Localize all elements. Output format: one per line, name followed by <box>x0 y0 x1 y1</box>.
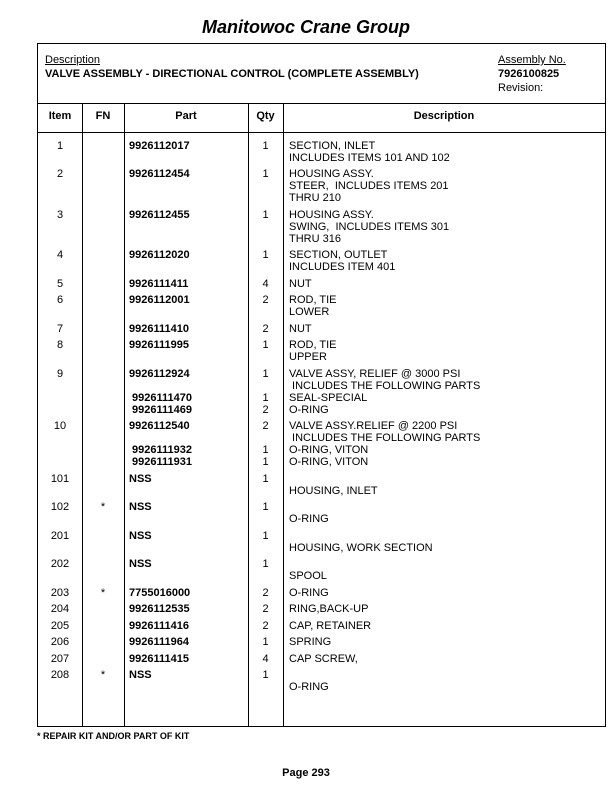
item-cell: 9 <box>56 368 64 380</box>
parts-list-frame <box>37 43 606 727</box>
revision-label: Revision: <box>498 82 544 94</box>
description-cell: HOUSING, WORK SECTION <box>289 542 433 554</box>
item-cell: 101 <box>50 473 70 485</box>
part-number-cell: 9926112455 <box>129 209 190 221</box>
qty-cell: 4 <box>262 278 269 290</box>
part-number-cell: 9926111411 <box>129 278 189 290</box>
item-cell: 204 <box>50 603 70 615</box>
part-number-cell: 9926112454 <box>129 168 190 180</box>
description-cell: SEAL-SPECIAL O-RING <box>289 392 368 416</box>
part-number-cell: 7755016000 <box>129 587 191 599</box>
description-cell: HOUSING ASSY. SWING, INCLUDES ITEMS 301 THRU 316 <box>289 209 450 245</box>
part-number-cell: 9926111932 9926111931 <box>132 444 193 468</box>
column-header-qty: Qty <box>256 110 275 122</box>
part-number-cell: NSS <box>129 669 152 681</box>
description-cell: SPRING <box>289 636 332 648</box>
qty-cell: 1 <box>262 473 269 485</box>
part-number-cell: 9926111964 <box>129 636 189 648</box>
qty-cell: 2 <box>262 587 269 599</box>
column-divider <box>82 104 83 726</box>
description-cell: SPOOL <box>289 570 327 582</box>
qty-cell: 1 <box>262 368 269 380</box>
assembly-number-label: Assembly No. <box>498 54 566 66</box>
item-cell: 203 <box>50 587 70 599</box>
qty-cell: 1 <box>262 530 269 542</box>
description-value: VALVE ASSEMBLY - DIRECTIONAL CONTROL (COMPLETE ASSEMBLY) <box>45 68 419 80</box>
part-number-cell: 9926111470 9926111469 <box>132 392 193 416</box>
qty-cell: 1 <box>262 636 269 648</box>
part-number-cell: NSS <box>129 530 152 542</box>
qty-cell: 2 <box>262 620 269 632</box>
assembly-number-value: 7926100825 <box>498 68 560 80</box>
part-number-cell: 9926112535 <box>129 603 190 615</box>
description-cell: ROD, TIE UPPER <box>289 339 337 363</box>
part-number-cell: 9926112924 <box>129 368 190 380</box>
qty-cell: 4 <box>262 653 269 665</box>
description-cell: RING,BACK-UP <box>289 603 369 615</box>
item-cell: 2 <box>56 168 64 180</box>
part-number-cell: NSS <box>129 473 152 485</box>
repair-kit-footnote: * REPAIR KIT AND/OR PART OF KIT <box>37 731 190 741</box>
item-cell: 8 <box>56 339 64 351</box>
qty-cell: 1 <box>262 249 269 261</box>
description-cell: O-RING <box>289 681 329 693</box>
item-cell: 205 <box>50 620 70 632</box>
part-number-cell: 9926112540 <box>129 420 190 432</box>
qty-cell: 1 <box>262 168 269 180</box>
description-cell: O-RING <box>289 587 329 599</box>
description-cell: O-RING <box>289 513 329 525</box>
column-header-description: Description <box>413 110 475 122</box>
part-number-cell: NSS <box>129 501 152 513</box>
fn-cell: * <box>100 587 106 599</box>
description-cell: NUT <box>289 278 312 290</box>
column-header-fn: FN <box>95 110 111 122</box>
description-cell: HOUSING, INLET <box>289 485 378 497</box>
part-number-cell: 9926111416 <box>129 620 189 632</box>
item-cell: 201 <box>50 530 70 542</box>
qty-cell: 1 2 <box>262 392 269 416</box>
qty-cell: 1 <box>262 209 269 221</box>
column-header-part: Part <box>175 110 197 122</box>
column-header-item: Item <box>48 110 72 122</box>
item-cell: 102 <box>50 501 70 513</box>
item-cell: 5 <box>56 278 64 290</box>
part-number-cell: 9926112001 <box>129 294 190 306</box>
description-cell: HOUSING ASSY. STEER, INCLUDES ITEMS 201 THRU 210 <box>289 168 449 204</box>
qty-cell: 1 <box>262 339 269 351</box>
description-cell: VALVE ASSY.RELIEF @ 2200 PSI INCLUDES THE FOLLOWING PARTS <box>289 420 481 444</box>
document-title: Manitowoc Crane Group <box>201 17 410 37</box>
qty-cell: 1 1 <box>262 444 269 468</box>
part-number-cell: 9926111415 <box>129 653 189 665</box>
description-cell: CAP, RETAINER <box>289 620 372 632</box>
fn-cell: * <box>100 501 106 513</box>
description-label: Description <box>45 54 101 66</box>
qty-cell: 1 <box>262 140 269 152</box>
description-cell: VALVE ASSY, RELIEF @ 3000 PSI INCLUDES THE FOLLOWING PARTS <box>289 368 481 392</box>
description-cell: O-RING, VITON O-RING, VITON <box>289 444 369 468</box>
description-cell: SECTION, OUTLET INCLUDES ITEM 401 <box>289 249 396 273</box>
part-number-cell: 9926112020 <box>129 249 190 261</box>
qty-cell: 2 <box>262 294 269 306</box>
item-cell: 10 <box>53 420 67 432</box>
item-cell: 3 <box>56 209 64 221</box>
item-cell: 208 <box>50 669 70 681</box>
part-number-cell: NSS <box>129 558 152 570</box>
column-divider <box>124 104 125 726</box>
item-cell: 6 <box>56 294 64 306</box>
part-number-cell: 9926111410 <box>129 323 189 335</box>
item-cell: 207 <box>50 653 70 665</box>
qty-cell: 2 <box>262 603 269 615</box>
item-cell: 206 <box>50 636 70 648</box>
qty-cell: 1 <box>262 669 269 681</box>
fn-cell: * <box>100 669 106 681</box>
item-cell: 4 <box>56 249 64 261</box>
item-cell: 1 <box>56 140 64 152</box>
part-number-cell: 9926111995 <box>129 339 189 351</box>
page-number: Page 293 <box>282 767 330 779</box>
description-cell: CAP SCREW, <box>289 653 358 665</box>
column-divider <box>283 104 284 726</box>
qty-cell: 2 <box>262 420 269 432</box>
description-cell: NUT <box>289 323 312 335</box>
description-cell: SECTION, INLET INCLUDES ITEMS 101 AND 102 <box>289 140 450 164</box>
item-cell: 7 <box>56 323 64 335</box>
qty-cell: 1 <box>262 558 269 570</box>
item-cell: 202 <box>50 558 70 570</box>
qty-cell: 1 <box>262 501 269 513</box>
qty-cell: 2 <box>262 323 269 335</box>
description-cell: ROD, TIE LOWER <box>289 294 337 318</box>
part-number-cell: 9926112017 <box>129 140 190 152</box>
